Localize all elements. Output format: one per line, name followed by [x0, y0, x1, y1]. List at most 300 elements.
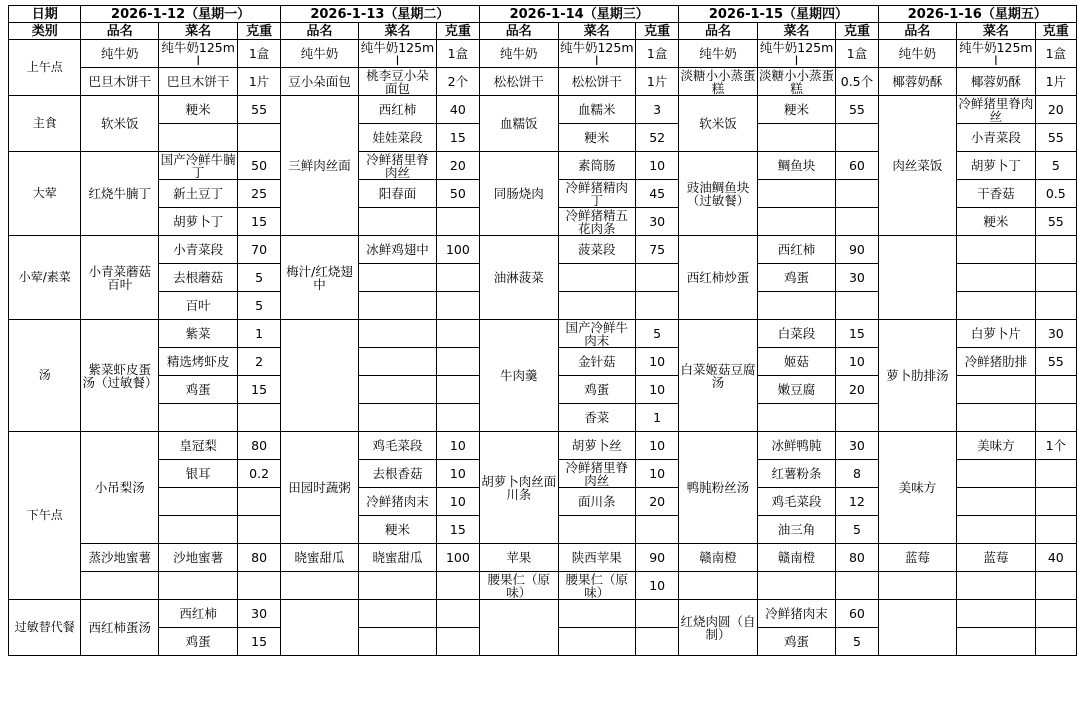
ingredient-cell: 小青菜段 [158, 236, 238, 264]
weight-cell [436, 600, 479, 628]
ingredient-cell [957, 292, 1036, 320]
col-ingredient: 菜名 [359, 23, 436, 40]
weight-cell: 90 [836, 236, 878, 264]
dish-cell: 椰蓉奶酥 [878, 68, 957, 96]
ingredient-cell: 鸡蛋 [158, 628, 238, 656]
ingredient-cell: 西红柿 [757, 236, 836, 264]
ingredient-cell: 国产冷鲜牛肉末 [558, 320, 635, 348]
ingredient-cell: 淡糖小小蒸蛋糕 [759, 67, 835, 96]
weight-cell [436, 320, 479, 348]
ingredient-cell: 紫菜 [158, 320, 238, 348]
col-dish: 品名 [878, 23, 957, 40]
ingredient-cell [359, 600, 436, 628]
weight-cell [636, 516, 679, 544]
weight-cell: 10 [636, 348, 679, 376]
weight-cell: 10 [636, 460, 679, 488]
dish-cell: 蒸沙地蜜薯 [81, 544, 158, 572]
ingredient-cell: 纯牛奶125ml [158, 40, 238, 68]
ingredient-cell [957, 572, 1036, 600]
dish-cell: 同肠烧肉 [480, 152, 559, 236]
ingredient-cell [558, 600, 635, 628]
weight-cell: 40 [1035, 544, 1076, 572]
weight-cell: 1 [636, 404, 679, 432]
dish-cell: 纯牛奶 [480, 40, 559, 68]
dish-cell: 紫菜虾皮蛋汤（过敏餐） [81, 320, 158, 432]
weight-cell: 5 [238, 292, 280, 320]
ingredient-cell: 巴旦木饼干 [158, 68, 238, 96]
ingredient-cell [757, 180, 836, 208]
ingredient-cell: 冷鲜猪肋排 [957, 348, 1036, 376]
header-row-columns [9, 23, 1077, 40]
ingredient-cell [158, 124, 238, 152]
weight-cell: 12 [836, 488, 878, 516]
weight-cell [238, 404, 280, 432]
col-dish: 品名 [81, 23, 158, 40]
weight-cell: 3 [636, 96, 679, 124]
dish-cell [679, 572, 758, 600]
weight-cell [836, 180, 878, 208]
category-afternoon-snack: 下午点 [9, 432, 81, 600]
ingredient-cell: 晓蜜甜瓜 [359, 544, 436, 572]
weight-cell [1035, 404, 1076, 432]
weight-cell: 15 [238, 376, 280, 404]
weight-cell [836, 292, 878, 320]
weight-cell: 60 [836, 600, 878, 628]
weight-cell [238, 516, 280, 544]
weight-cell: 5 [238, 264, 280, 292]
weight-cell: 5 [836, 516, 878, 544]
dish-cell [280, 572, 359, 600]
dish-cell: 豉油鲷鱼块（过敏餐） [679, 152, 758, 236]
weight-cell: 10 [836, 348, 878, 376]
ingredient-cell [359, 264, 436, 292]
weight-cell: 1盒 [636, 40, 679, 68]
dish-cell: 西红柿蛋汤 [81, 600, 158, 656]
weight-cell: 10 [636, 152, 679, 180]
ingredient-cell [558, 292, 635, 320]
dish-cell: 松松饼干 [480, 68, 559, 96]
weight-cell [836, 208, 878, 236]
ingredient-cell: 去根蘑菇 [158, 264, 238, 292]
ingredient-cell: 粳米 [558, 124, 635, 152]
ingredient-cell [158, 404, 238, 432]
ingredient-cell: 香菜 [558, 404, 635, 432]
ingredient-cell: 粳米 [158, 96, 238, 124]
date-label: 日期 [9, 6, 81, 23]
dish-cell [81, 572, 158, 600]
weight-cell: 1盒 [1035, 40, 1076, 68]
ingredient-cell [359, 292, 436, 320]
weight-cell: 1盒 [836, 40, 878, 68]
ingredient-cell: 桃李豆小朵面包 [359, 68, 436, 96]
dish-cell: 红烧肉圆（自制） [679, 600, 758, 656]
ingredient-cell: 粳米 [359, 516, 436, 544]
ingredient-cell: 冷鲜猪肉末 [757, 600, 836, 628]
ingredient-cell [359, 376, 436, 404]
weight-cell: 55 [238, 96, 280, 124]
ingredient-cell [757, 208, 836, 236]
table-row [9, 600, 1077, 628]
ingredient-cell: 干香菇 [957, 180, 1036, 208]
weight-cell: 1片 [238, 68, 280, 96]
ingredient-cell: 红薯粉条 [757, 460, 836, 488]
table-row [9, 96, 1077, 124]
ingredient-cell: 面川条 [558, 488, 635, 516]
col-ingredient: 菜名 [558, 23, 635, 40]
col-ingredient: 菜名 [757, 23, 836, 40]
weight-cell [1035, 264, 1076, 292]
weight-cell [636, 292, 679, 320]
ingredient-cell: 鲷鱼块 [757, 152, 836, 180]
ingredient-cell [757, 572, 836, 600]
dish-cell: 三鲜肉丝面 [280, 96, 359, 236]
weight-cell [836, 404, 878, 432]
weight-cell [238, 488, 280, 516]
dish-cell: 晓蜜甜瓜 [280, 544, 359, 572]
dish-cell: 胡萝卜肉丝面川条 [480, 432, 559, 544]
ingredient-cell [957, 404, 1036, 432]
weight-cell: 25 [238, 180, 280, 208]
weight-cell: 0.2 [238, 460, 280, 488]
ingredient-cell [558, 264, 635, 292]
day-date: 2026-1-12（星期一） [81, 6, 280, 23]
category-staple: 主食 [9, 96, 81, 152]
dish-cell: 纯牛奶 [878, 40, 957, 68]
dish-cell [280, 320, 359, 432]
weight-cell: 20 [436, 152, 479, 180]
ingredient-cell: 精选烤虾皮 [158, 348, 238, 376]
ingredient-cell: 沙地蜜薯 [158, 544, 238, 572]
col-weight: 克重 [436, 23, 479, 40]
weight-cell: 75 [636, 236, 679, 264]
ingredient-cell: 鸡蛋 [558, 376, 635, 404]
weight-cell: 20 [836, 376, 878, 404]
dish-cell: 萝卜肋排汤 [878, 320, 957, 432]
ingredient-cell: 血糯米 [558, 96, 635, 124]
weight-cell: 15 [436, 516, 479, 544]
col-weight: 克重 [238, 23, 280, 40]
weight-cell: 15 [238, 628, 280, 656]
weight-cell: 10 [636, 572, 679, 600]
ingredient-cell [359, 208, 436, 236]
weight-cell: 52 [636, 124, 679, 152]
category-allergy-alt: 过敏替代餐 [9, 600, 81, 656]
day-date: 2026-1-14（星期三） [480, 6, 679, 23]
weight-cell [1035, 516, 1076, 544]
ingredient-cell: 冷鲜猪精肉丁 [558, 180, 635, 208]
ingredient-cell: 粳米 [957, 208, 1036, 236]
dish-cell: 淡糖小小蒸蛋糕 [680, 67, 756, 96]
ingredient-cell: 陕西苹果 [558, 544, 635, 572]
weight-cell [1035, 292, 1076, 320]
ingredient-cell [158, 516, 238, 544]
weight-cell [1035, 572, 1076, 600]
weight-cell [436, 348, 479, 376]
dish-cell: 纯牛奶 [679, 40, 758, 68]
dish-cell [878, 572, 957, 600]
ingredient-cell [757, 124, 836, 152]
dish-cell: 纯牛奶 [280, 40, 359, 68]
weight-cell: 2个 [436, 68, 479, 96]
weight-cell [436, 292, 479, 320]
ingredient-cell: 鸡蛋 [757, 628, 836, 656]
ingredient-cell: 银耳 [158, 460, 238, 488]
table-row [9, 40, 1077, 68]
ingredient-cell: 冰鲜鸡翅中 [359, 236, 436, 264]
table-row [9, 544, 1077, 572]
ingredient-cell: 赣南橙 [757, 544, 836, 572]
ingredient-cell [158, 572, 238, 600]
weight-cell: 80 [238, 544, 280, 572]
ingredient-cell: 冷鲜猪里脊肉丝 [558, 460, 635, 488]
ingredient-cell: 纯牛奶125ml [360, 39, 435, 68]
ingredient-cell: 冷鲜猪肉末 [359, 488, 436, 516]
weight-cell [636, 600, 679, 628]
dish-cell: 牛肉羹 [480, 320, 559, 432]
weight-cell: 10 [636, 432, 679, 460]
dish-cell: 白菜姬菇豆腐汤 [679, 320, 758, 432]
ingredient-cell: 纯牛奶125ml [559, 39, 634, 68]
dish-cell: 梅汁/红烧翅中 [280, 236, 359, 320]
weight-cell: 50 [238, 152, 280, 180]
ingredient-cell: 冷鲜猪里脊肉丝 [359, 152, 436, 180]
ingredient-cell: 油三角 [757, 516, 836, 544]
ingredient-cell: 菠菜段 [558, 236, 635, 264]
weight-cell: 100 [436, 544, 479, 572]
ingredient-cell: 美味方 [957, 432, 1036, 460]
category-soup: 汤 [9, 320, 81, 432]
weight-cell: 45 [636, 180, 679, 208]
ingredient-cell [359, 348, 436, 376]
weight-cell [636, 264, 679, 292]
ingredient-cell: 皇冠梨 [158, 432, 238, 460]
category-side-dish: 小荤/素菜 [9, 236, 81, 320]
weekly-menu-table [8, 5, 1077, 656]
col-ingredient: 菜名 [158, 23, 238, 40]
ingredient-cell [757, 404, 836, 432]
ingredient-cell [957, 264, 1036, 292]
weight-cell: 30 [238, 600, 280, 628]
ingredient-cell [957, 376, 1036, 404]
dish-cell [878, 600, 957, 656]
weight-cell: 10 [436, 432, 479, 460]
ingredient-cell: 姬菇 [757, 348, 836, 376]
weight-cell: 30 [836, 432, 878, 460]
weight-cell: 1片 [1035, 68, 1076, 96]
ingredient-cell: 粳米 [757, 96, 836, 124]
weight-cell [1035, 460, 1076, 488]
col-weight: 克重 [836, 23, 878, 40]
ingredient-cell: 鸡蛋 [757, 264, 836, 292]
dish-cell: 血糯饭 [480, 96, 559, 152]
ingredient-cell: 嫩豆腐 [757, 376, 836, 404]
ingredient-cell: 阳春面 [359, 180, 436, 208]
ingredient-cell [957, 460, 1036, 488]
dish-cell: 油淋菠菜 [480, 236, 559, 320]
weight-cell: 15 [238, 208, 280, 236]
ingredient-cell: 椰蓉奶酥 [957, 68, 1036, 96]
dish-cell: 肉丝菜饭 [878, 96, 957, 236]
ingredient-cell: 冰鲜鸭肫 [757, 432, 836, 460]
dish-cell: 蓝莓 [878, 544, 957, 572]
ingredient-cell: 百叶 [158, 292, 238, 320]
dish-cell: 鸭肫粉丝汤 [679, 432, 758, 544]
table-row [9, 236, 1077, 264]
table-row [9, 320, 1077, 348]
ingredient-cell: 素筒肠 [558, 152, 635, 180]
table-row [9, 572, 1077, 600]
ingredient-cell: 腰果仁（原味） [558, 572, 635, 600]
weight-cell: 1盒 [238, 40, 280, 68]
ingredient-cell [558, 628, 635, 656]
ingredient-cell: 鸡蛋 [158, 376, 238, 404]
weight-cell: 20 [636, 488, 679, 516]
ingredient-cell: 纯牛奶125ml [957, 40, 1036, 68]
weight-cell: 15 [836, 320, 878, 348]
ingredient-cell: 白菜段 [757, 320, 836, 348]
weight-cell: 8 [836, 460, 878, 488]
ingredient-cell: 西红柿 [359, 96, 436, 124]
weight-cell: 10 [636, 376, 679, 404]
weight-cell [436, 628, 479, 656]
weight-cell: 5 [1035, 152, 1076, 180]
ingredient-cell: 松松饼干 [558, 68, 635, 96]
weight-cell [436, 572, 479, 600]
weight-cell [1035, 376, 1076, 404]
weight-cell: 55 [1035, 124, 1076, 152]
ingredient-cell [359, 320, 436, 348]
ingredient-cell: 纯牛奶125ml [757, 40, 836, 68]
ingredient-cell [359, 628, 436, 656]
ingredient-cell: 白萝卜片 [957, 320, 1036, 348]
weight-cell: 55 [836, 96, 878, 124]
dish-cell: 巴旦木饼干 [81, 68, 158, 96]
day-date: 2026-1-16（星期五） [878, 6, 1076, 23]
ingredient-cell: 金针菇 [558, 348, 635, 376]
weight-cell [436, 208, 479, 236]
dish-cell: 小青菜蘑菇百叶 [81, 236, 158, 320]
table-row [9, 68, 1077, 96]
dish-cell: 赣南橙 [679, 544, 758, 572]
weight-cell: 90 [636, 544, 679, 572]
weight-cell [636, 628, 679, 656]
weight-cell [436, 376, 479, 404]
weight-cell: 0.5个 [836, 68, 878, 96]
day-date: 2026-1-13（星期二） [280, 6, 479, 23]
weight-cell: 55 [1035, 348, 1076, 376]
dish-cell: 苹果 [480, 544, 559, 572]
dish-cell: 红烧牛腩丁 [81, 152, 158, 236]
col-dish: 品名 [679, 23, 758, 40]
ingredient-cell: 娃娃菜段 [359, 124, 436, 152]
dish-cell [480, 600, 559, 656]
weight-cell [436, 404, 479, 432]
ingredient-cell [957, 236, 1036, 264]
weight-cell [1035, 236, 1076, 264]
weight-cell: 1片 [636, 68, 679, 96]
weight-cell: 15 [436, 124, 479, 152]
col-dish: 品名 [480, 23, 559, 40]
ingredient-cell [957, 600, 1036, 628]
ingredient-cell: 胡萝卜丝 [558, 432, 635, 460]
ingredient-cell [158, 488, 238, 516]
dish-cell: 西红柿炒蛋 [679, 236, 758, 320]
dish-cell: 腰果仁（原味） [480, 572, 559, 600]
weight-cell: 1个 [1035, 432, 1076, 460]
category-label: 类别 [9, 23, 81, 40]
ingredient-cell [957, 516, 1036, 544]
col-dish: 品名 [280, 23, 359, 40]
dish-cell: 纯牛奶 [81, 40, 158, 68]
ingredient-cell [359, 404, 436, 432]
dish-cell [878, 236, 957, 320]
ingredient-cell: 蓝莓 [957, 544, 1036, 572]
ingredient-cell [957, 628, 1036, 656]
weight-cell: 10 [436, 488, 479, 516]
category-main-dish: 大荤 [9, 152, 81, 236]
weight-cell [836, 572, 878, 600]
weight-cell: 5 [636, 320, 679, 348]
weight-cell [436, 264, 479, 292]
category-morning-snack: 上午点 [9, 40, 81, 96]
weight-cell [238, 124, 280, 152]
weight-cell: 30 [636, 208, 679, 236]
dish-cell: 豆小朵面包 [280, 68, 359, 96]
dish-cell: 软米饭 [81, 96, 158, 152]
weight-cell: 80 [836, 544, 878, 572]
ingredient-cell: 胡萝卜丁 [158, 208, 238, 236]
col-weight: 克重 [636, 23, 679, 40]
ingredient-cell [558, 516, 635, 544]
ingredient-cell [757, 292, 836, 320]
weight-cell: 5 [836, 628, 878, 656]
weight-cell: 30 [1035, 320, 1076, 348]
ingredient-cell: 冷鲜猪里脊肉丝 [958, 95, 1034, 124]
ingredient-cell: 小青菜段 [957, 124, 1036, 152]
weight-cell: 100 [436, 236, 479, 264]
col-weight: 克重 [1035, 23, 1076, 40]
weight-cell: 40 [436, 96, 479, 124]
ingredient-cell: 胡萝卜丁 [957, 152, 1036, 180]
ingredient-cell [957, 488, 1036, 516]
weight-cell: 1 [238, 320, 280, 348]
ingredient-cell: 鸡毛菜段 [757, 488, 836, 516]
weight-cell [1035, 600, 1076, 628]
weight-cell [1035, 488, 1076, 516]
weight-cell: 30 [836, 264, 878, 292]
dish-cell: 软米饭 [679, 96, 758, 152]
weight-cell: 70 [238, 236, 280, 264]
ingredient-cell: 冷鲜猪精五花肉条 [558, 208, 635, 236]
day-date: 2026-1-15（星期四） [679, 6, 878, 23]
weight-cell: 20 [1035, 96, 1076, 124]
ingredient-cell [359, 572, 436, 600]
weight-cell: 2 [238, 348, 280, 376]
ingredient-cell: 国产冷鲜牛腩丁 [158, 152, 238, 180]
weight-cell [238, 572, 280, 600]
weight-cell: 0.5 [1035, 180, 1076, 208]
weight-cell: 1盒 [436, 40, 479, 68]
weight-cell: 50 [436, 180, 479, 208]
ingredient-cell: 新土豆丁 [158, 180, 238, 208]
weight-cell: 60 [836, 152, 878, 180]
dish-cell: 小吊梨汤 [81, 432, 158, 544]
header-row-dates [9, 6, 1077, 23]
table-row [9, 432, 1077, 460]
dish-cell [280, 600, 359, 656]
weight-cell: 55 [1035, 208, 1076, 236]
col-ingredient: 菜名 [957, 23, 1036, 40]
